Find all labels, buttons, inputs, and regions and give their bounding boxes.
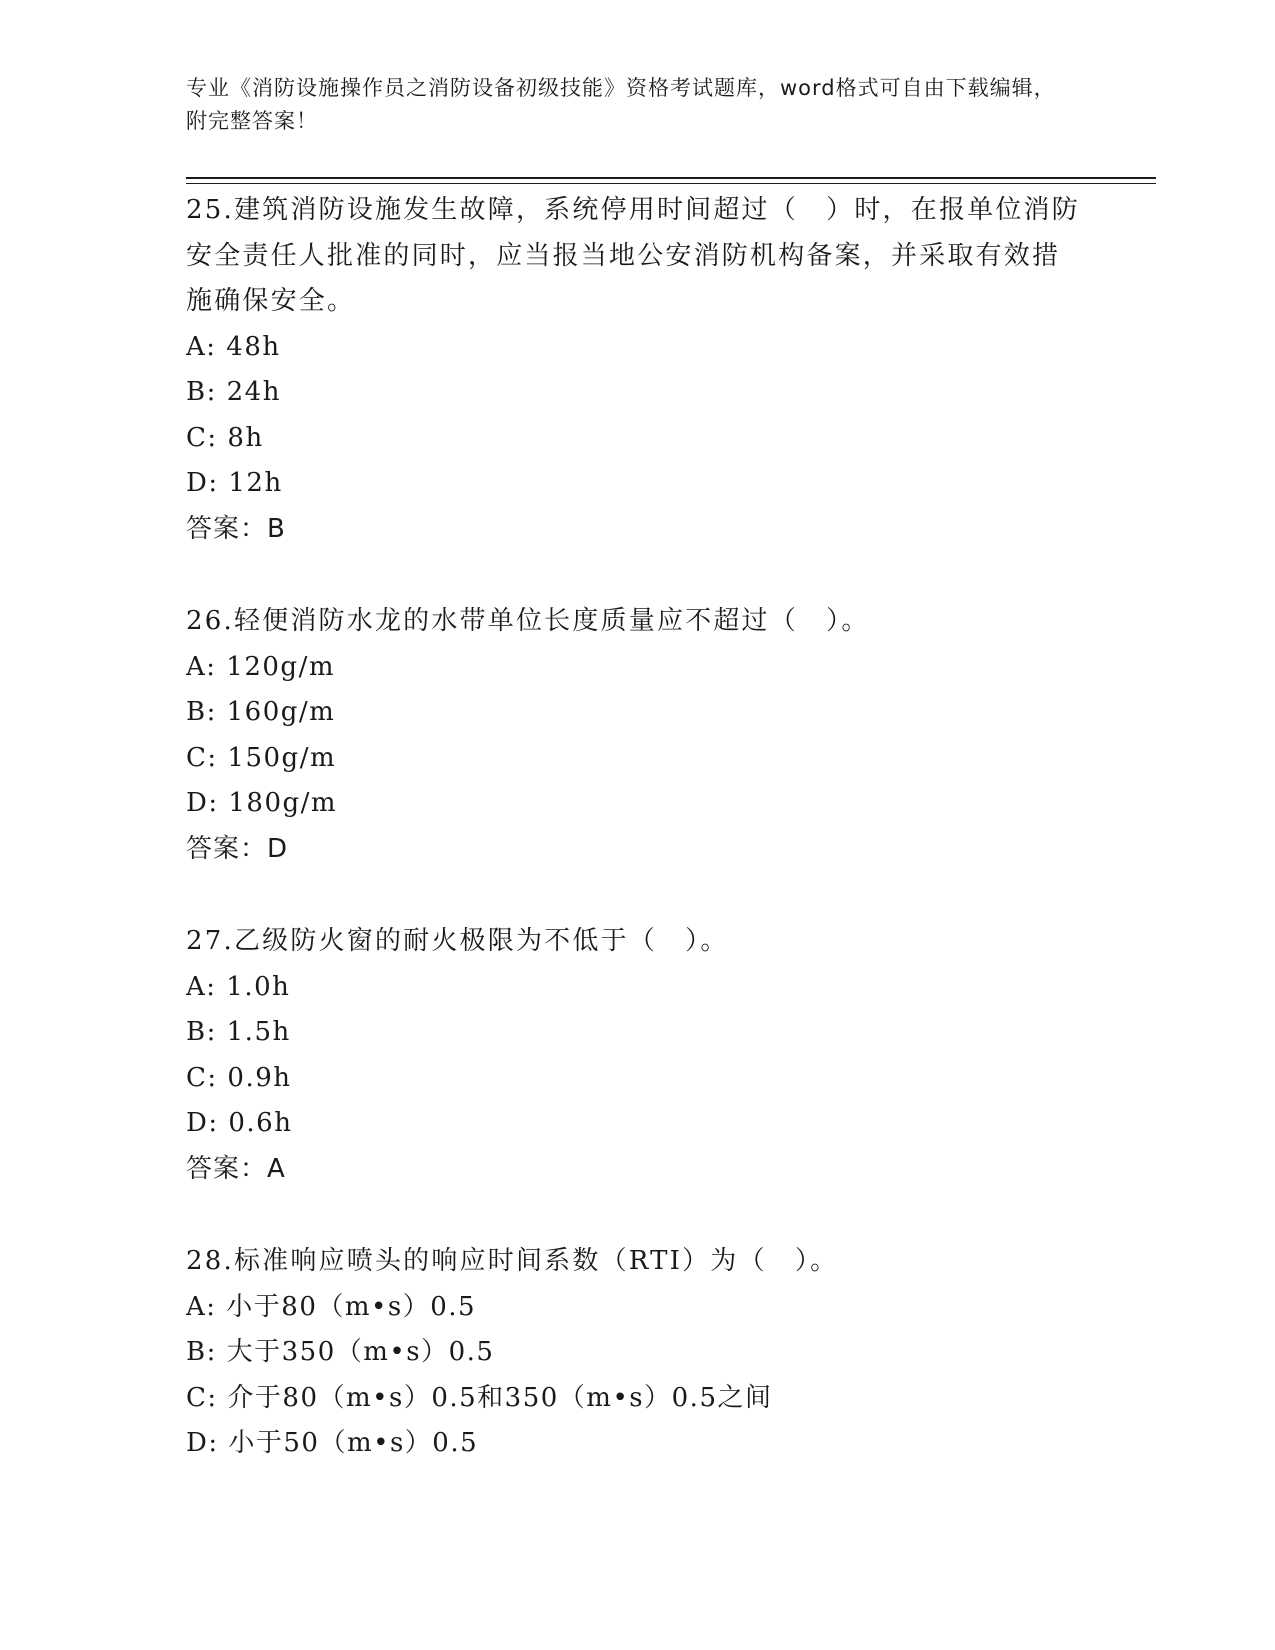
option-b: B: 大于350（m•s）0.5 <box>186 1337 495 1367</box>
option-c: C: 8h <box>186 422 264 453</box>
option-d: D: 12h <box>186 468 283 498</box>
question-25 <box>186 188 1086 552</box>
answer-label: 答案：A <box>186 1153 286 1184</box>
option-a: A: 1.0h <box>186 971 291 1002</box>
option-a: A: 48h <box>186 331 281 362</box>
question-text: 26.轻便消防水龙的水带单位长度质量应不超过（ ）。 <box>186 606 870 636</box>
document-header: 专业《消防设施操作员之消防设备初级技能》资格考试题库，word格式可自由下载编辑，附完整答案！ <box>186 76 1056 133</box>
header-divider-thick <box>186 177 1156 179</box>
option-c: C: 介于80（m•s）0.5和350（m•s）0.5之间 <box>186 1382 773 1413</box>
question-text: 27.乙级防火窗的耐火极限为不低于（ ）。 <box>186 926 729 956</box>
option-c: C: 0.9h <box>186 1062 292 1093</box>
answer-label: 答案：D <box>186 833 289 864</box>
question-26 <box>186 599 1086 872</box>
option-a: A: 120g/m <box>186 651 335 682</box>
option-b: B: 160g/m <box>186 697 336 727</box>
option-d: D: 小于50（m•s）0.5 <box>186 1428 479 1458</box>
option-c: C: 150g/m <box>186 742 337 773</box>
option-d: D: 0.6h <box>186 1108 293 1138</box>
question-text: 28.标准响应喷头的响应时间系数（RTI）为（ ）。 <box>186 1246 839 1276</box>
question-27 <box>186 919 1086 1192</box>
header-divider-thin <box>186 183 1156 184</box>
option-b: B: 1.5h <box>186 1017 291 1047</box>
option-a: A: 小于80（m•s）0.5 <box>186 1291 477 1322</box>
answer-label: 答案：B <box>186 513 286 544</box>
option-d: D: 180g/m <box>186 788 338 818</box>
question-text: 25.建筑消防设施发生故障，系统停用时间超过（ ）时，在报单位消防安全责任人批准的同时，应当报当地公安消防机构备案，并采取有效措施确保安全。 <box>186 195 1080 316</box>
question-28 <box>186 1239 1086 1467</box>
question-list <box>186 188 1086 1514</box>
option-b: B: 24h <box>186 377 281 407</box>
